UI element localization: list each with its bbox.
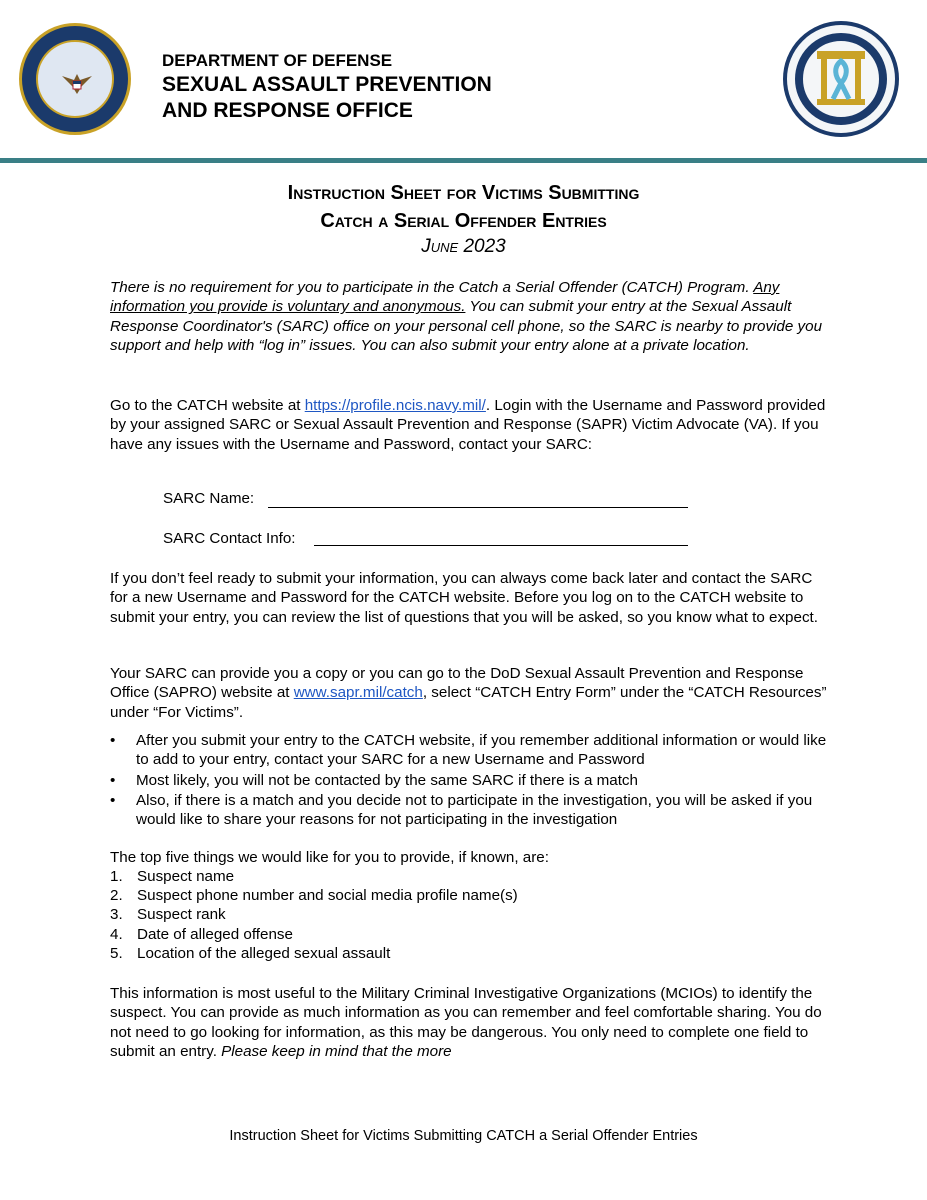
list-item	[110, 791, 830, 831]
login-text-pre: Go to the CATCH website at	[110, 397, 305, 414]
login-text-post: . Login with the Username and Password provided by your assigned SARC or Sexual Assault Prevention and Response (SAPR) Victim Advocate (VA). If you have any issues with the Username and Password, contact your SARC:	[110, 397, 826, 453]
sarc-name-label: SARC Name:	[163, 490, 255, 507]
item-number: 1.	[110, 868, 123, 885]
item-number: 3.	[110, 906, 123, 923]
list-item	[110, 887, 518, 904]
bullet-text: Most likely, you will not be contacted by the same SARC if there is a match	[136, 772, 638, 789]
header-office-line1: SEXUAL ASSAULT PREVENTION	[162, 73, 492, 96]
bullet-icon: •	[110, 792, 116, 809]
bullet-icon: •	[110, 732, 116, 749]
sapr-catch-link[interactable]: www.sapr.mil/catch	[293, 684, 423, 702]
dod-seal-logo	[19, 23, 131, 135]
item-text: Suspect name	[137, 868, 235, 885]
ribbon-icon	[813, 47, 869, 109]
list-item	[110, 926, 293, 943]
item-text: Location of the alleged sexual assault	[137, 945, 391, 962]
item-number: 2.	[110, 887, 123, 904]
list-item	[110, 731, 830, 771]
bullet-text: Also, if there is a match and you decide not to participate in the investigation, you will be asked if you would like to share your reasons for not participating in the investigation	[136, 792, 813, 829]
header-department: DEPARTMENT OF DEFENSE	[162, 51, 393, 70]
doc-date: June 2023	[421, 236, 506, 257]
doc-title-line2: Catch a Serial Offender Entries	[320, 210, 607, 232]
login-paragraph	[110, 396, 830, 454]
final-italic-text: Please keep in mind that the more	[221, 1043, 452, 1061]
copy-text-pre: Your SARC can provide you a copy or you can go to the DoD Sexual Assault Prevention and Response Office (SAPRO) website at	[110, 665, 804, 702]
list-item	[110, 771, 830, 791]
ready-paragraph: If you don’t feel ready to submit your information, you can always come back later and contact the SARC for a new Username and Password for the CATCH website. Before you log on to the CATCH website to submit your entry, you can review the list of questions that you will be asked, so you know what to expect.	[110, 570, 818, 626]
sarc-contact-label: SARC Contact Info:	[163, 530, 296, 547]
copy-paragraph	[110, 664, 830, 722]
item-number: 5.	[110, 945, 123, 962]
bullet-text: After you submit your entry to the CATCH website, if you remember additional information or would like to add to your entry, contact your SARC for a new Username and Password	[136, 732, 827, 769]
item-text: Suspect rank	[137, 906, 226, 923]
list-item	[110, 906, 226, 923]
sarc-name-field[interactable]	[268, 507, 688, 508]
list-item	[110, 868, 234, 885]
item-text: Date of alleged offense	[137, 926, 293, 943]
page-footer: Instruction Sheet for Victims Submitting CATCH a Serial Offender Entries	[229, 1128, 698, 1144]
doc-title-line1: Instruction Sheet for Victims Submitting	[287, 182, 640, 204]
final-text: This information is most useful to the Military Criminal Investigative Organizations (MCIOs) to identify the suspect. You can provide as much information as you can remember and feel comfortable sharing. You do not need to go looking for information, as this may be dangerous. You only need to complete one field to submit an entry.	[110, 985, 822, 1061]
sapr-seal-logo	[783, 21, 899, 137]
intro-sentence-1: There is no requirement for you to participate in the Catch a Serial Offender (CATCH) Program.	[110, 279, 754, 296]
item-text: Suspect phone number and social media profile name(s)	[137, 887, 518, 904]
copy-text-post: , select “CATCH Entry Form” under the “CATCH Resources” under “For Victims”.	[110, 684, 827, 721]
top-five-intro: The top five things we would like for you to provide, if known, are:	[110, 849, 549, 866]
header-office-line2: AND RESPONSE OFFICE	[162, 99, 413, 122]
intro-voluntary-statement: Any information you provide is voluntary and anonymous.	[110, 279, 780, 316]
eagle-icon	[60, 64, 94, 98]
dod-seal-inner	[36, 40, 114, 118]
sarc-contact-field[interactable]	[314, 545, 688, 546]
final-paragraph	[110, 984, 830, 1062]
list-item	[110, 945, 390, 962]
intro-sentence-3: You can submit your entry at the Sexual Assault Response Coordinator's (SARC) office on your personal cell phone, so the SARC is nearby to provide you support and help with “log in” issues. You can also submit your entry alone at a private location.	[110, 298, 823, 355]
header-divider	[0, 158, 927, 163]
item-number: 4.	[110, 926, 123, 943]
intro-paragraph	[110, 278, 830, 356]
bullet-icon: •	[110, 772, 116, 789]
catch-website-link[interactable]: https://profile.ncis.navy.mil/	[304, 397, 486, 414]
